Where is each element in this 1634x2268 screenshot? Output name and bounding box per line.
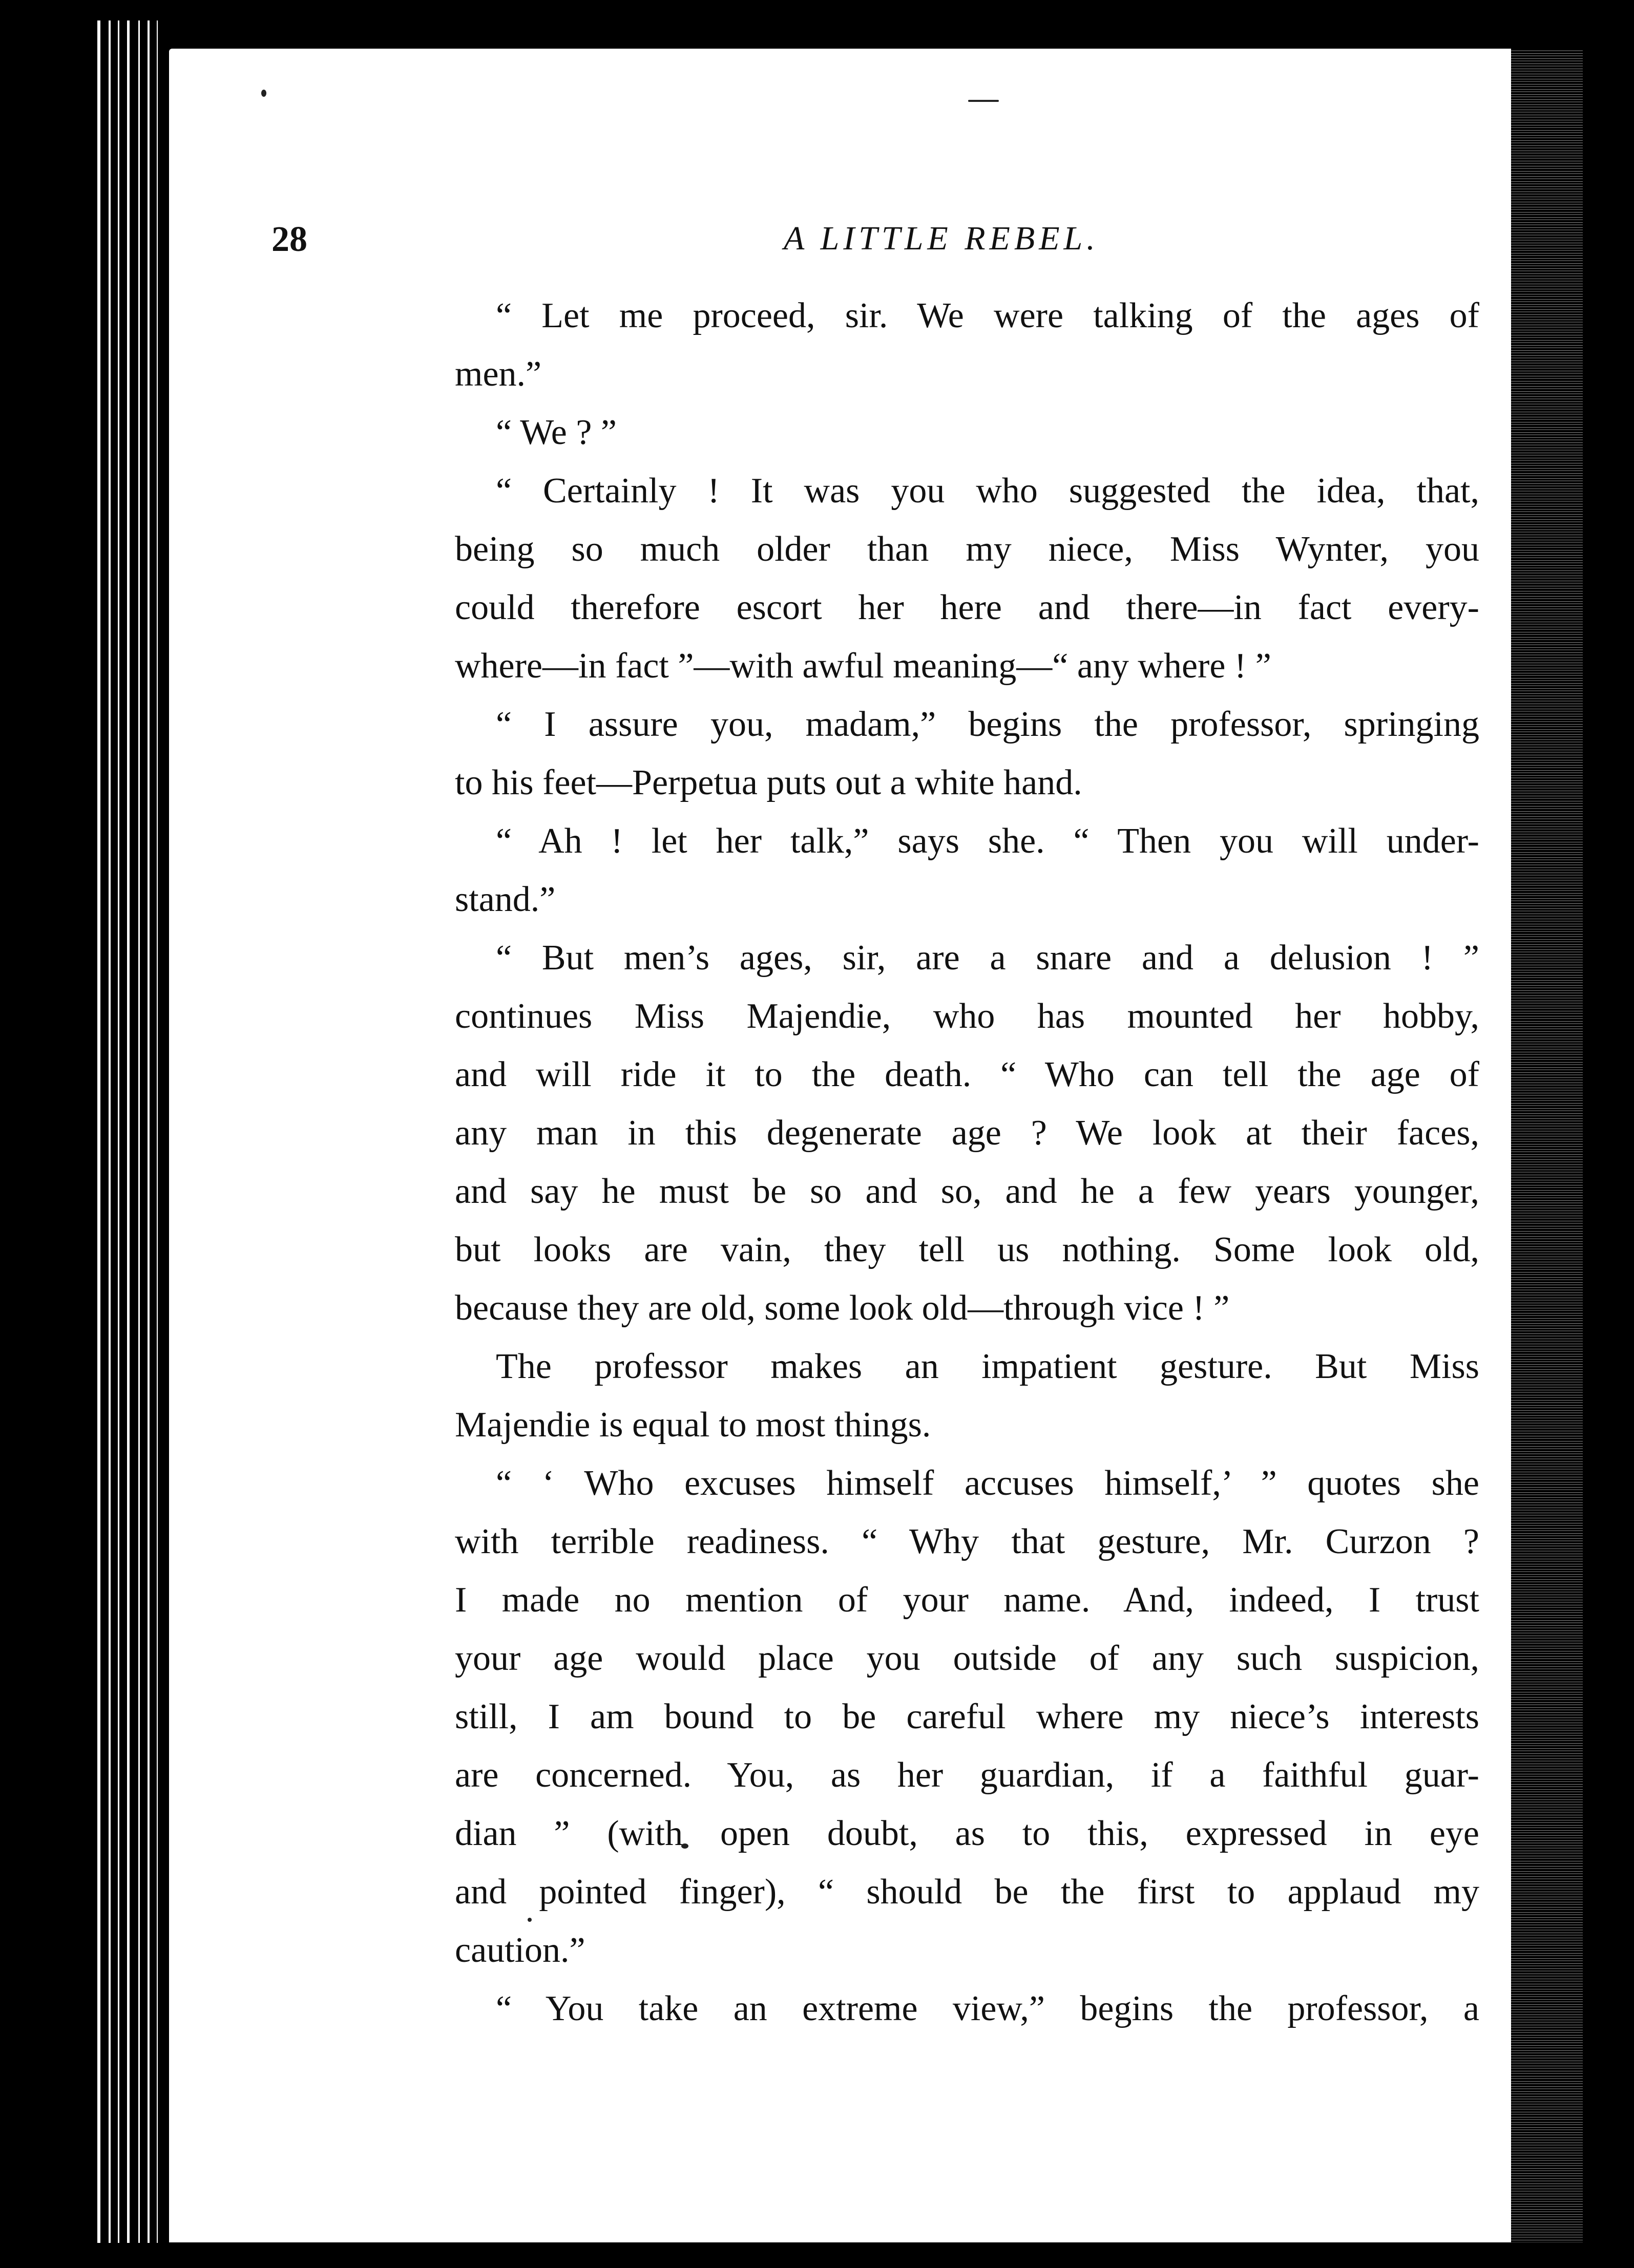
text-line: and pointed finger), “ should be the first to applaud my: [455, 1872, 1479, 1912]
text-line: caution.”: [455, 1931, 585, 1970]
text-line: with terrible readiness. “ Why that gesture, Mr. Curzon ?: [455, 1522, 1479, 1561]
text-line: to his feet—Perpetua puts out a white hand.: [455, 763, 1082, 802]
text-line: because they are old, some look old—through vice ! ”: [455, 1288, 1230, 1328]
text-line: and will ride it to the death. “ Who can tell the age of: [455, 1055, 1479, 1094]
text-line: I made no mention of your name. And, indeed, I trust: [455, 1580, 1479, 1620]
body-text: [455, 287, 1479, 2038]
text-line: could therefore escort her here and there—in fact every-: [455, 588, 1479, 627]
page-edge: [109, 20, 111, 2243]
text-line: dian ” (with open doubt, as to this, expressed in eye: [455, 1814, 1479, 1853]
page-edge: [157, 20, 158, 2243]
text-line: are concerned. You, as her guardian, if a faithful guar-: [455, 1755, 1479, 1795]
text-line: “ Ah ! let her talk,” says she. “ Then you will under-: [496, 821, 1479, 861]
text-line: The professor makes an impatient gesture. But Miss: [496, 1347, 1479, 1386]
page-number: 28: [271, 220, 307, 259]
text-line: your age would place you outside of any such suspicion,: [455, 1639, 1479, 1678]
text-line: “ We ? ”: [496, 413, 617, 452]
text-line: any man in this degenerate age ? We look at their faces,: [455, 1113, 1479, 1153]
page-edge: [118, 20, 119, 2243]
page-bottom-edge: [169, 2242, 1583, 2256]
text-line: continues Miss Majendie, who has mounted her hobby,: [455, 997, 1479, 1036]
text-line: and say he must be so and so, and he a few years younger,: [455, 1172, 1479, 1211]
text-line: but looks are vain, they tell us nothing. Some look old,: [455, 1230, 1479, 1269]
text-line: “ Let me proceed, sir. We were talking of the ages of: [496, 296, 1479, 335]
text-line: stand.”: [455, 880, 556, 919]
page-edge: [138, 20, 140, 2243]
page-edge: [127, 20, 130, 2243]
text-line: “ But men’s ages, sir, are a snare and a delusion ! ”: [496, 938, 1479, 978]
page-header: [271, 219, 1465, 275]
text-line: where—in fact ”—with awful meaning—“ any where ! ”: [455, 646, 1271, 686]
text-line: being so much older than my niece, Miss Wynter, you: [455, 529, 1479, 569]
scan-speck: [968, 100, 999, 102]
text-line: men.”: [455, 354, 542, 394]
text-line: Majendie is equal to most things.: [455, 1405, 931, 1445]
text-line: “ ‘ Who excuses himself accuses himself,’ ” quotes she: [496, 1464, 1479, 1503]
text-line: “ You take an extreme view,” begins the professor, a: [496, 1989, 1479, 2028]
scan-speck: [261, 90, 266, 97]
running-title: A LITTLE REBEL.: [784, 220, 1099, 257]
page-edge: [97, 20, 100, 2243]
page-right-edge: [1511, 49, 1583, 2256]
page-edge: [148, 20, 150, 2243]
text-line: still, I am bound to be careful where my niece’s interests: [455, 1697, 1479, 1736]
text-line: “ Certainly ! It was you who suggested the idea, that,: [496, 471, 1479, 511]
text-line: “ I assure you, madam,” begins the professor, springing: [496, 705, 1479, 744]
